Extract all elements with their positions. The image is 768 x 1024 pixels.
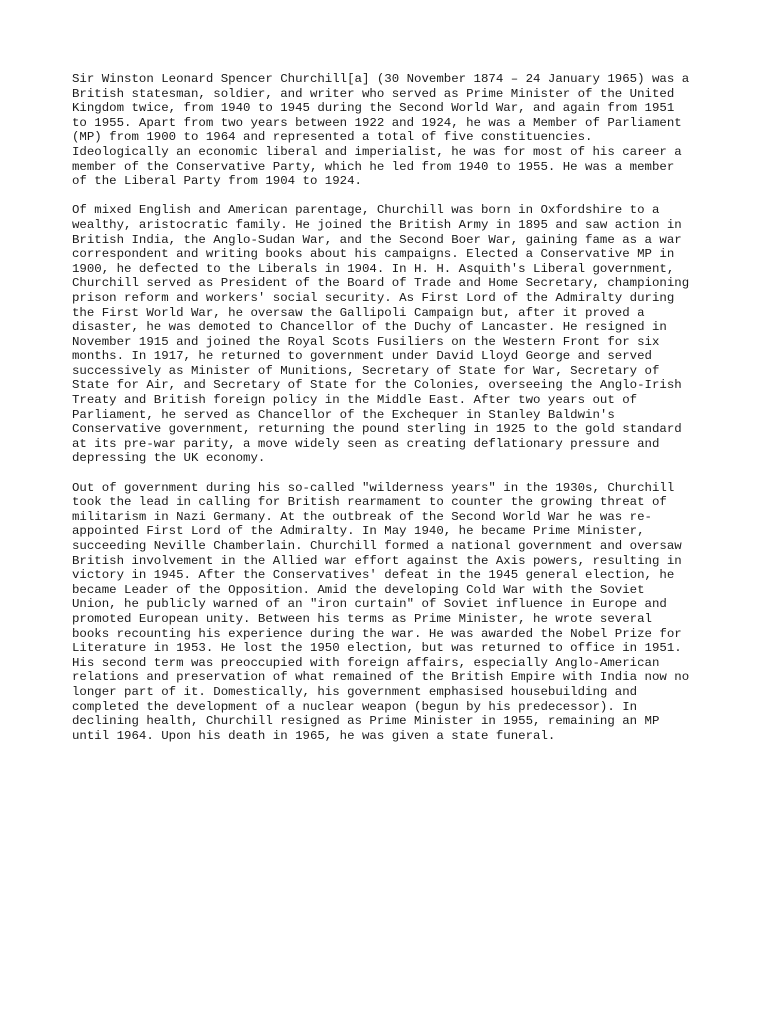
text-line: longer part of it. Domestically, his government emphasised housebuilding and: [72, 684, 638, 699]
text-line: (MP) from 1900 to 1964 and represented a total of five constituencies.: [72, 130, 593, 145]
text-line: State for Air, and Secretary of State for the Colonies, overseeing the Anglo-Irish: [72, 378, 682, 393]
text-line: relations and preservation of what remained of the British Empire with India now no: [72, 670, 690, 685]
text-line: declining health, Churchill resigned as Prime Minister in 1955, remaining an MP: [72, 714, 660, 729]
text-line: depressing the UK economy.: [72, 451, 266, 466]
text-line: victory in 1945. After the Conservatives' defeat in the 1945 general election, he: [72, 568, 675, 583]
text-line: months. In 1917, he returned to government under David Lloyd George and served: [72, 349, 652, 364]
text-line: disaster, he was demoted to Chancellor of the Duchy of Lancaster. He resigned in: [72, 320, 667, 335]
text-line: promoted European unity. Between his terms as Prime Minister, he wrote several: [72, 611, 652, 626]
text-line: His second term was preoccupied with foreign affairs, especially Anglo-American: [72, 655, 660, 670]
paragraph-2: [72, 203, 700, 466]
text-line: the First World War, he oversaw the Gallipoli Campaign but, after it proved a: [72, 305, 645, 320]
text-line: wealthy, aristocratic family. He joined the British Army in 1895 and saw action in: [72, 217, 682, 232]
text-line: of the Liberal Party from 1904 to 1924.: [72, 174, 362, 189]
text-line: British India, the Anglo-Sudan War, and the Second Boer War, gaining fame as a war: [72, 232, 682, 247]
text-line: took the lead in calling for British rearmament to counter the growing threat of: [72, 495, 667, 510]
text-line: militarism in Nazi Germany. At the outbreak of the Second World War he was re-: [72, 509, 652, 524]
text-line: Out of government during his so-called "wilderness years" in the 1930s, Churchill: [72, 480, 675, 495]
text-line: succeeding Neville Chamberlain. Churchill formed a national government and oversaw: [72, 539, 682, 553]
text-line: Treaty and British foreign policy in the Middle East. After two years out of: [72, 393, 638, 408]
text-line: to 1955. Apart from two years between 1922 and 1924, he was a Member of Parliament: [72, 115, 682, 130]
text-line: Churchill served as President of the Board of Trade and Home Secretary, championing: [72, 276, 690, 291]
text-line: Literature in 1953. He lost the 1950 election, but was returned to office in 1951.: [72, 641, 682, 656]
text-line: Ideologically an economic liberal and imperialist, he was for most of his career a: [72, 144, 682, 159]
paragraph-3: [72, 481, 700, 744]
text-line: 1900, he defected to the Liberals in 1904. In H. H. Asquith's Liberal government,: [72, 261, 675, 276]
text-line: until 1964. Upon his death in 1965, he was given a state funeral.: [72, 728, 556, 743]
text-line: Conservative government, returning the pound sterling in 1925 to the gold standard: [72, 422, 682, 437]
text-line: Union, he publicly warned of an "iron curtain" of Soviet influence in Europe and: [72, 597, 667, 612]
text-line: became Leader of the Opposition. Amid the developing Cold War with the Soviet: [72, 582, 645, 597]
document-page: [72, 72, 700, 758]
text-line: member of the Conservative Party, which he led from 1940 to 1955. He was a member: [72, 159, 675, 174]
text-line: British statesman, soldier, and writer who served as Prime Minister of the United: [72, 86, 675, 101]
text-line: at its pre-war parity, a move widely seen as creating deflationary pressure and: [72, 436, 660, 451]
text-line: correspondent and writing books about his campaigns. Elected a Conservative MP in: [72, 247, 675, 262]
text-line: prison reform and workers' social security. As First Lord of the Admiralty during: [72, 290, 675, 305]
text-line: Sir Winston Leonard Spencer Churchill[a] (30 November 1874 – 24 January 1965) was a: [72, 72, 690, 86]
text-line: books recounting his experience during the war. He was awarded the Nobel Prize for: [72, 626, 682, 641]
text-line: Of mixed English and American parentage, Churchill was born in Oxfordshire to a: [72, 203, 660, 218]
text-line: November 1915 and joined the Royal Scots Fusiliers on the Western Front for six: [72, 334, 660, 349]
text-line: appointed First Lord of the Admiralty. In May 1940, he became Prime Minister,: [72, 524, 645, 539]
text-line: British involvement in the Allied war effort against the Axis powers, resulting in: [72, 553, 682, 568]
text-line: successively as Minister of Munitions, Secretary of State for War, Secretary of: [72, 363, 660, 378]
text-line: Kingdom twice, from 1940 to 1945 during the Second World War, and again from 1951: [72, 101, 675, 116]
text-line: Parliament, he served as Chancellor of the Exchequer in Stanley Baldwin's: [72, 407, 615, 422]
text-line: completed the development of a nuclear weapon (begun by his predecessor). In: [72, 699, 638, 714]
paragraph-1: [72, 72, 700, 189]
